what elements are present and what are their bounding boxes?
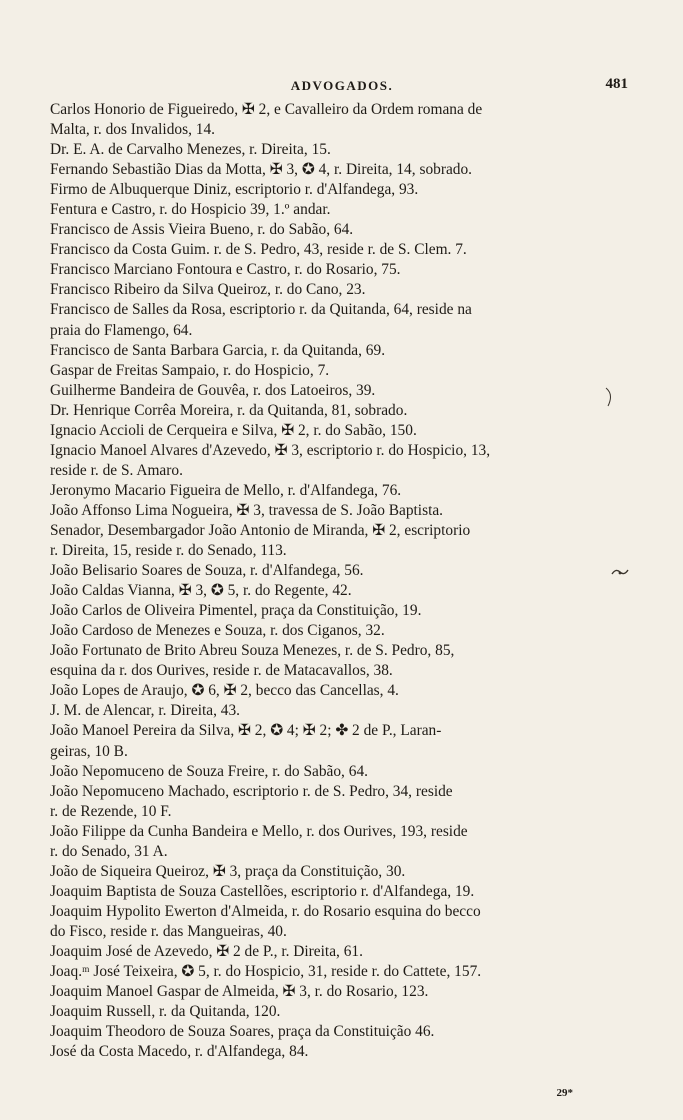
entry-line: Francisco de Salles da Rosa, escriptorio r. da Quitanda, 64, reside na — [50, 301, 472, 319]
directory-entry — [50, 100, 628, 140]
directory-entry — [50, 361, 628, 381]
page-header — [56, 76, 628, 96]
entry-line: Joaquim Hypolito Ewerton d'Almeida, r. do Rosario esquina do becco — [50, 902, 481, 920]
entry-line: Dr. Henrique Corrêa Moreira, r. da Quitanda, 81, sobrado. — [50, 401, 408, 419]
entry-line: Francisco Ribeiro da Silva Queiroz, r. do Cano, 23. — [50, 281, 366, 299]
entry-line: Francisco de Santa Barbara Garcia, r. da Quitanda, 69. — [50, 341, 386, 359]
directory-entry — [50, 902, 628, 942]
entry-line: Guilherme Bandeira de Gouvêa, r. dos Latoeiros, 39. — [50, 381, 376, 399]
directory-entry — [50, 701, 628, 721]
directory-entry — [50, 1042, 628, 1062]
directory-entry — [50, 160, 628, 180]
signature-mark: 29* — [556, 1087, 573, 1099]
entry-continuation: praia do Flamengo, 64. — [50, 321, 193, 339]
margin-mark-icon — [604, 386, 614, 408]
directory-entry — [50, 782, 628, 822]
entry-line: João Fortunato de Brito Abreu Souza Menezes, r. de S. Pedro, 85, — [50, 642, 455, 660]
entry-line: João Nepomuceno Machado, escriptorio r. de S. Pedro, 34, reside — [50, 782, 453, 800]
entry-line: João de Siqueira Queiroz, ✠ 3, praça da Constituição, 30. — [50, 862, 406, 880]
running-title: ADVOGADOS. — [290, 78, 394, 93]
entry-line: Joaquim José de Azevedo, ✠ 2 de P., r. Direita, 61. — [50, 942, 363, 960]
directory-entry — [50, 882, 628, 902]
directory-entry — [50, 982, 628, 1002]
directory-entry — [50, 401, 628, 421]
entry-line: João Nepomuceno de Souza Freire, r. do Sabão, 64. — [50, 762, 368, 780]
entry-line: João Filippe da Cunha Bandeira e Mello, r. dos Ourives, 193, reside — [50, 822, 468, 840]
entry-line: Francisco de Assis Vieira Bueno, r. do Sabão, 64. — [50, 221, 354, 239]
entry-line: Senador, Desembargador João Antonio de Miranda, ✠ 2, escriptorio — [50, 521, 471, 539]
directory-entry — [50, 962, 628, 982]
entry-line: José da Costa Macedo, r. d'Alfandega, 84. — [50, 1043, 309, 1061]
entry-continuation: geiras, 10 B. — [50, 742, 128, 760]
directory-entry — [50, 621, 628, 641]
directory-entry — [50, 280, 628, 300]
directory-entry — [50, 521, 628, 561]
directory-entry — [50, 481, 628, 501]
entry-line: Fernando Sebastião Dias da Motta, ✠ 3, ✪ 4, r. Direita, 14, sobrado. — [50, 161, 473, 179]
advogados-list — [50, 100, 628, 1062]
directory-entry — [50, 1022, 628, 1042]
directory-entry — [50, 1002, 628, 1022]
directory-entry — [50, 140, 628, 160]
entry-line: Joaquim Baptista de Souza Castellões, escriptorio r. d'Alfandega, 19. — [50, 882, 475, 900]
printer-ornament-icon — [610, 566, 630, 578]
directory-entry — [50, 822, 628, 862]
entry-line: João Belisario Soares de Souza, r. d'Alfandega, 56. — [50, 562, 364, 580]
directory-entry — [50, 561, 628, 581]
entry-line: Jeronymo Macario Figueira de Mello, r. d'Alfandega, 76. — [50, 481, 402, 499]
directory-entry — [50, 300, 628, 340]
directory-entry — [50, 501, 628, 521]
entry-line: João Caldas Vianna, ✠ 3, ✪ 5, r. do Regente, 42. — [50, 582, 352, 600]
entry-line: Dr. E. A. de Carvalho Menezes, r. Direita, 15. — [50, 141, 331, 159]
entry-line: Ignacio Accioli de Cerqueira e Silva, ✠ 2, r. do Sabão, 150. — [50, 421, 417, 439]
entry-line: João Cardoso de Menezes e Souza, r. dos Ciganos, 32. — [50, 622, 385, 640]
directory-entry — [50, 762, 628, 782]
entry-line: João Manoel Pereira da Silva, ✠ 2, ✪ 4; ✠ 2; ✤ 2 de P., Laran- — [50, 722, 442, 740]
directory-entry — [50, 200, 628, 220]
entry-continuation: do Fisco, reside r. das Mangueiras, 40. — [50, 922, 287, 940]
entry-continuation: esquina da r. dos Ourives, reside r. de Matacavallos, 38. — [50, 662, 393, 680]
directory-entry — [50, 341, 628, 361]
entry-line: Francisco da Costa Guim. r. de S. Pedro, 43, reside r. de S. Clem. 7. — [50, 241, 467, 259]
directory-entry — [50, 862, 628, 882]
entry-line: Joaq.ᵐ José Teixeira, ✪ 5, r. do Hospicio, 31, reside r. do Cattete, 157. — [50, 963, 482, 981]
entry-line: Francisco Marciano Fontoura e Castro, r. do Rosario, 75. — [50, 261, 401, 279]
entry-line: Gaspar de Freitas Sampaio, r. do Hospicio, 7. — [50, 361, 330, 379]
entry-line: Joaquim Russell, r. da Quitanda, 120. — [50, 1003, 281, 1021]
directory-entry — [50, 421, 628, 441]
entry-line: João Carlos de Oliveira Pimentel, praça da Constituição, 19. — [50, 602, 422, 620]
directory-entry — [50, 581, 628, 601]
directory-entry — [50, 220, 628, 240]
page-number: 481 — [605, 76, 628, 92]
entry-line: Firmo de Albuquerque Diniz, escriptorio r. d'Alfandega, 93. — [50, 181, 419, 199]
entry-line: Carlos Honorio de Figueiredo, ✠ 2, e Cavalleiro da Ordem romana de — [50, 101, 483, 118]
entry-line: João Affonso Lima Nogueira, ✠ 3, travessa de S. João Baptista. — [50, 501, 444, 519]
directory-entry — [50, 641, 628, 681]
entry-continuation: r. do Senado, 31 A. — [50, 842, 168, 860]
directory-entry — [50, 681, 628, 701]
directory-entry — [50, 381, 628, 401]
entry-continuation: reside r. de S. Amaro. — [50, 461, 183, 479]
entry-line: Joaquim Theodoro de Souza Soares, praça da Constituição 46. — [50, 1023, 435, 1041]
directory-entry — [50, 721, 628, 761]
entry-line: João Lopes de Araujo, ✪ 6, ✠ 2, becco das Cancellas, 4. — [50, 682, 399, 700]
entry-continuation: r. Direita, 15, reside r. do Senado, 113. — [50, 542, 287, 560]
directory-entry — [50, 942, 628, 962]
entry-line: Fentura e Castro, r. do Hospicio 39, 1.º andar. — [50, 201, 331, 219]
entry-line: J. M. de Alencar, r. Direita, 43. — [50, 702, 241, 720]
directory-entry — [50, 240, 628, 260]
entry-continuation: Malta, r. dos Invalidos, 14. — [50, 121, 216, 139]
directory-entry — [50, 441, 628, 481]
entry-line: Ignacio Manoel Alvares d'Azevedo, ✠ 3, escriptorio r. do Hospicio, 13, — [50, 441, 491, 459]
entry-line: Joaquim Manoel Gaspar de Almeida, ✠ 3, r. do Rosario, 123. — [50, 983, 429, 1001]
directory-entry — [50, 601, 628, 621]
directory-entry — [50, 180, 628, 200]
directory-entry — [50, 260, 628, 280]
entry-continuation: r. de Rezende, 10 F. — [50, 802, 172, 820]
